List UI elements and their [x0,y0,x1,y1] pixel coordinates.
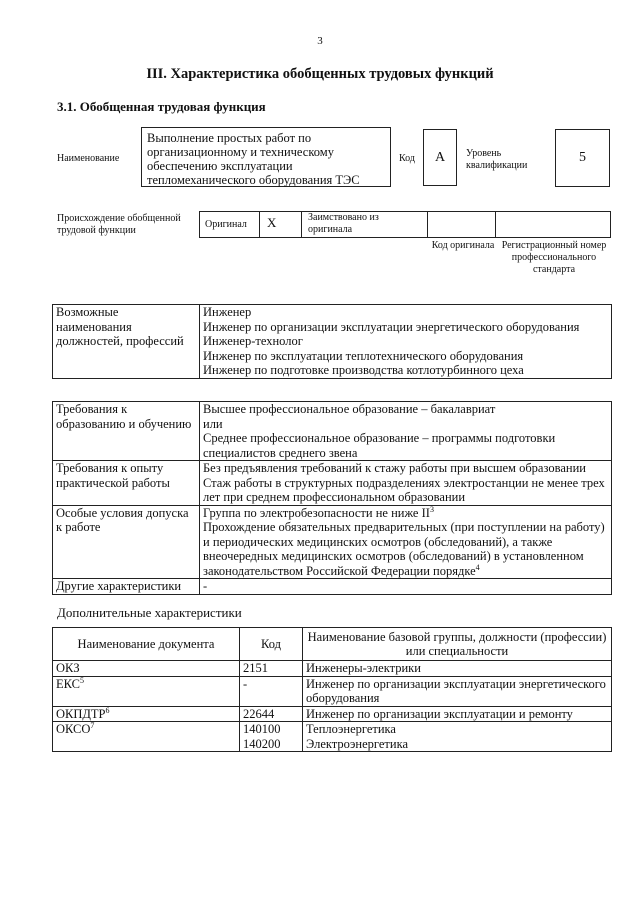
code-value: 140100 [243,722,281,736]
code-value-box: А [423,129,457,186]
position-item: Инженер по организации эксплуатации энергетического оборудования [203,319,580,334]
special-line-text: Прохождение обязательных предварительных (при поступлении на работу) и периодических медицинских осмотров (обследований), а также внеочередных медицинских осмотров (обследований) в установленном законодательством Российской Федерации порядке [203,520,605,578]
table-row [53,676,612,706]
additional-table [52,627,612,752]
original-mark-cell [259,212,301,237]
special-row [53,505,612,579]
other-value: - [200,579,612,595]
origin-label: Происхождение обобщенной трудовой функции [57,213,181,236]
positions-label: Возможные наименования должностей, профессий [53,305,200,379]
position-item: Инженер по подготовке производства котлотурбинного цеха [203,363,524,377]
section-title: III. Характеристика обобщенных трудовых функций [146,66,494,82]
col-code-header: Код [240,628,303,661]
table-row [53,722,612,752]
name-label: Наименование [57,153,120,164]
education-value [200,402,612,461]
page-number: 3 [317,35,323,47]
experience-line: Стаж работы в структурных подразделениях электростанции не менее трех лет при среднем профессиональном образовании [203,475,605,504]
original-mark: Х [267,215,277,230]
special-label: Особые условия допуска к работе [53,505,200,579]
special-line [203,506,608,521]
positions-list [200,305,612,379]
code-label: Код [399,153,415,164]
name-value: Электроэнергетика [306,736,408,751]
footnote-ref: 3 [429,504,434,514]
code-cell: 2151 [240,661,303,677]
doc-cell: ОКЗ [53,661,240,677]
level-label: Уровень квалификации [466,148,528,171]
name-cell [303,722,612,752]
position-item: Инженер-технолог [203,334,303,348]
doc-cell: ОКСО$^7$ [53,722,240,752]
special-value [200,505,612,579]
positions-table [52,304,612,379]
doc-cell: ЕКС$^5$ [53,676,240,706]
name-cell: Инженер по организации эксплуатации энергетического оборудования [303,676,612,706]
borrowed-label: Заимствовано из оригинала [308,212,379,235]
footnote-ref: 7 [90,720,95,730]
requirements-table [52,401,612,595]
name-cell: Инженер по организации эксплуатации и ремонту [303,706,612,722]
reg-number-label: Регистрационный номер профессионального стандарта [501,240,607,275]
education-row [53,402,612,461]
original-cell [199,212,259,237]
code-original-cell [427,212,495,237]
education-line: Высшее профессиональное образование – бакалавриат [203,402,496,416]
position-item: Инженер по эксплуатации теплотехнического оборудования [203,348,524,363]
special-line [203,520,608,578]
function-name-box: Выполнение простых работ по организационному и техническому обеспечению эксплуатации тепломеханического оборудования ТЭС [141,127,391,187]
experience-label: Требования к опыту практической работы [53,461,200,506]
name-value: Теплоэнергетика [306,722,396,736]
additional-title: Дополнительные характеристики [57,605,242,620]
experience-row [53,461,612,506]
code-value: 140200 [243,736,281,751]
borrowed-cell [301,212,427,237]
table-row [53,661,612,677]
footnote-ref: 4 [475,562,480,572]
experience-line: Без предъявления требований к стажу работы при высшем образовании [203,461,586,475]
code-original-label: Код оригинала [431,240,495,251]
original-label: Оригинал [205,219,247,230]
education-line: Среднее профессиональное образование – программы подготовки специалистов среднего звена [203,431,556,460]
other-label: Другие характеристики [53,579,200,595]
footnote-ref: 6 [105,705,110,715]
education-line: или [203,416,223,431]
reg-number-cell [495,212,611,237]
position-item: Инженер [203,305,252,319]
additional-header-row [53,628,612,661]
education-label: Требования к образованию и обучению [53,402,200,461]
code-cell: 22644 [240,706,303,722]
code-cell: - [240,676,303,706]
doc-cell: ОКПДТР$^6$ [53,706,240,722]
table-row [53,706,612,722]
level-value-box: 5 [555,129,610,187]
other-row [53,579,612,595]
name-cell: Инженеры-электрики [303,661,612,677]
experience-value [200,461,612,506]
special-line-text: Группа по электробезопасности не ниже II [203,505,430,520]
code-cell [240,722,303,752]
origin-row [199,211,611,238]
subsection-title: 3.1. Обобщенная трудовая функция [57,99,266,114]
col-name-header: Наименование базовой группы, должности (профессии) или специальности [303,628,612,661]
footnote-ref: 5 [80,675,84,685]
col-doc-header: Наименование документа [53,628,240,661]
